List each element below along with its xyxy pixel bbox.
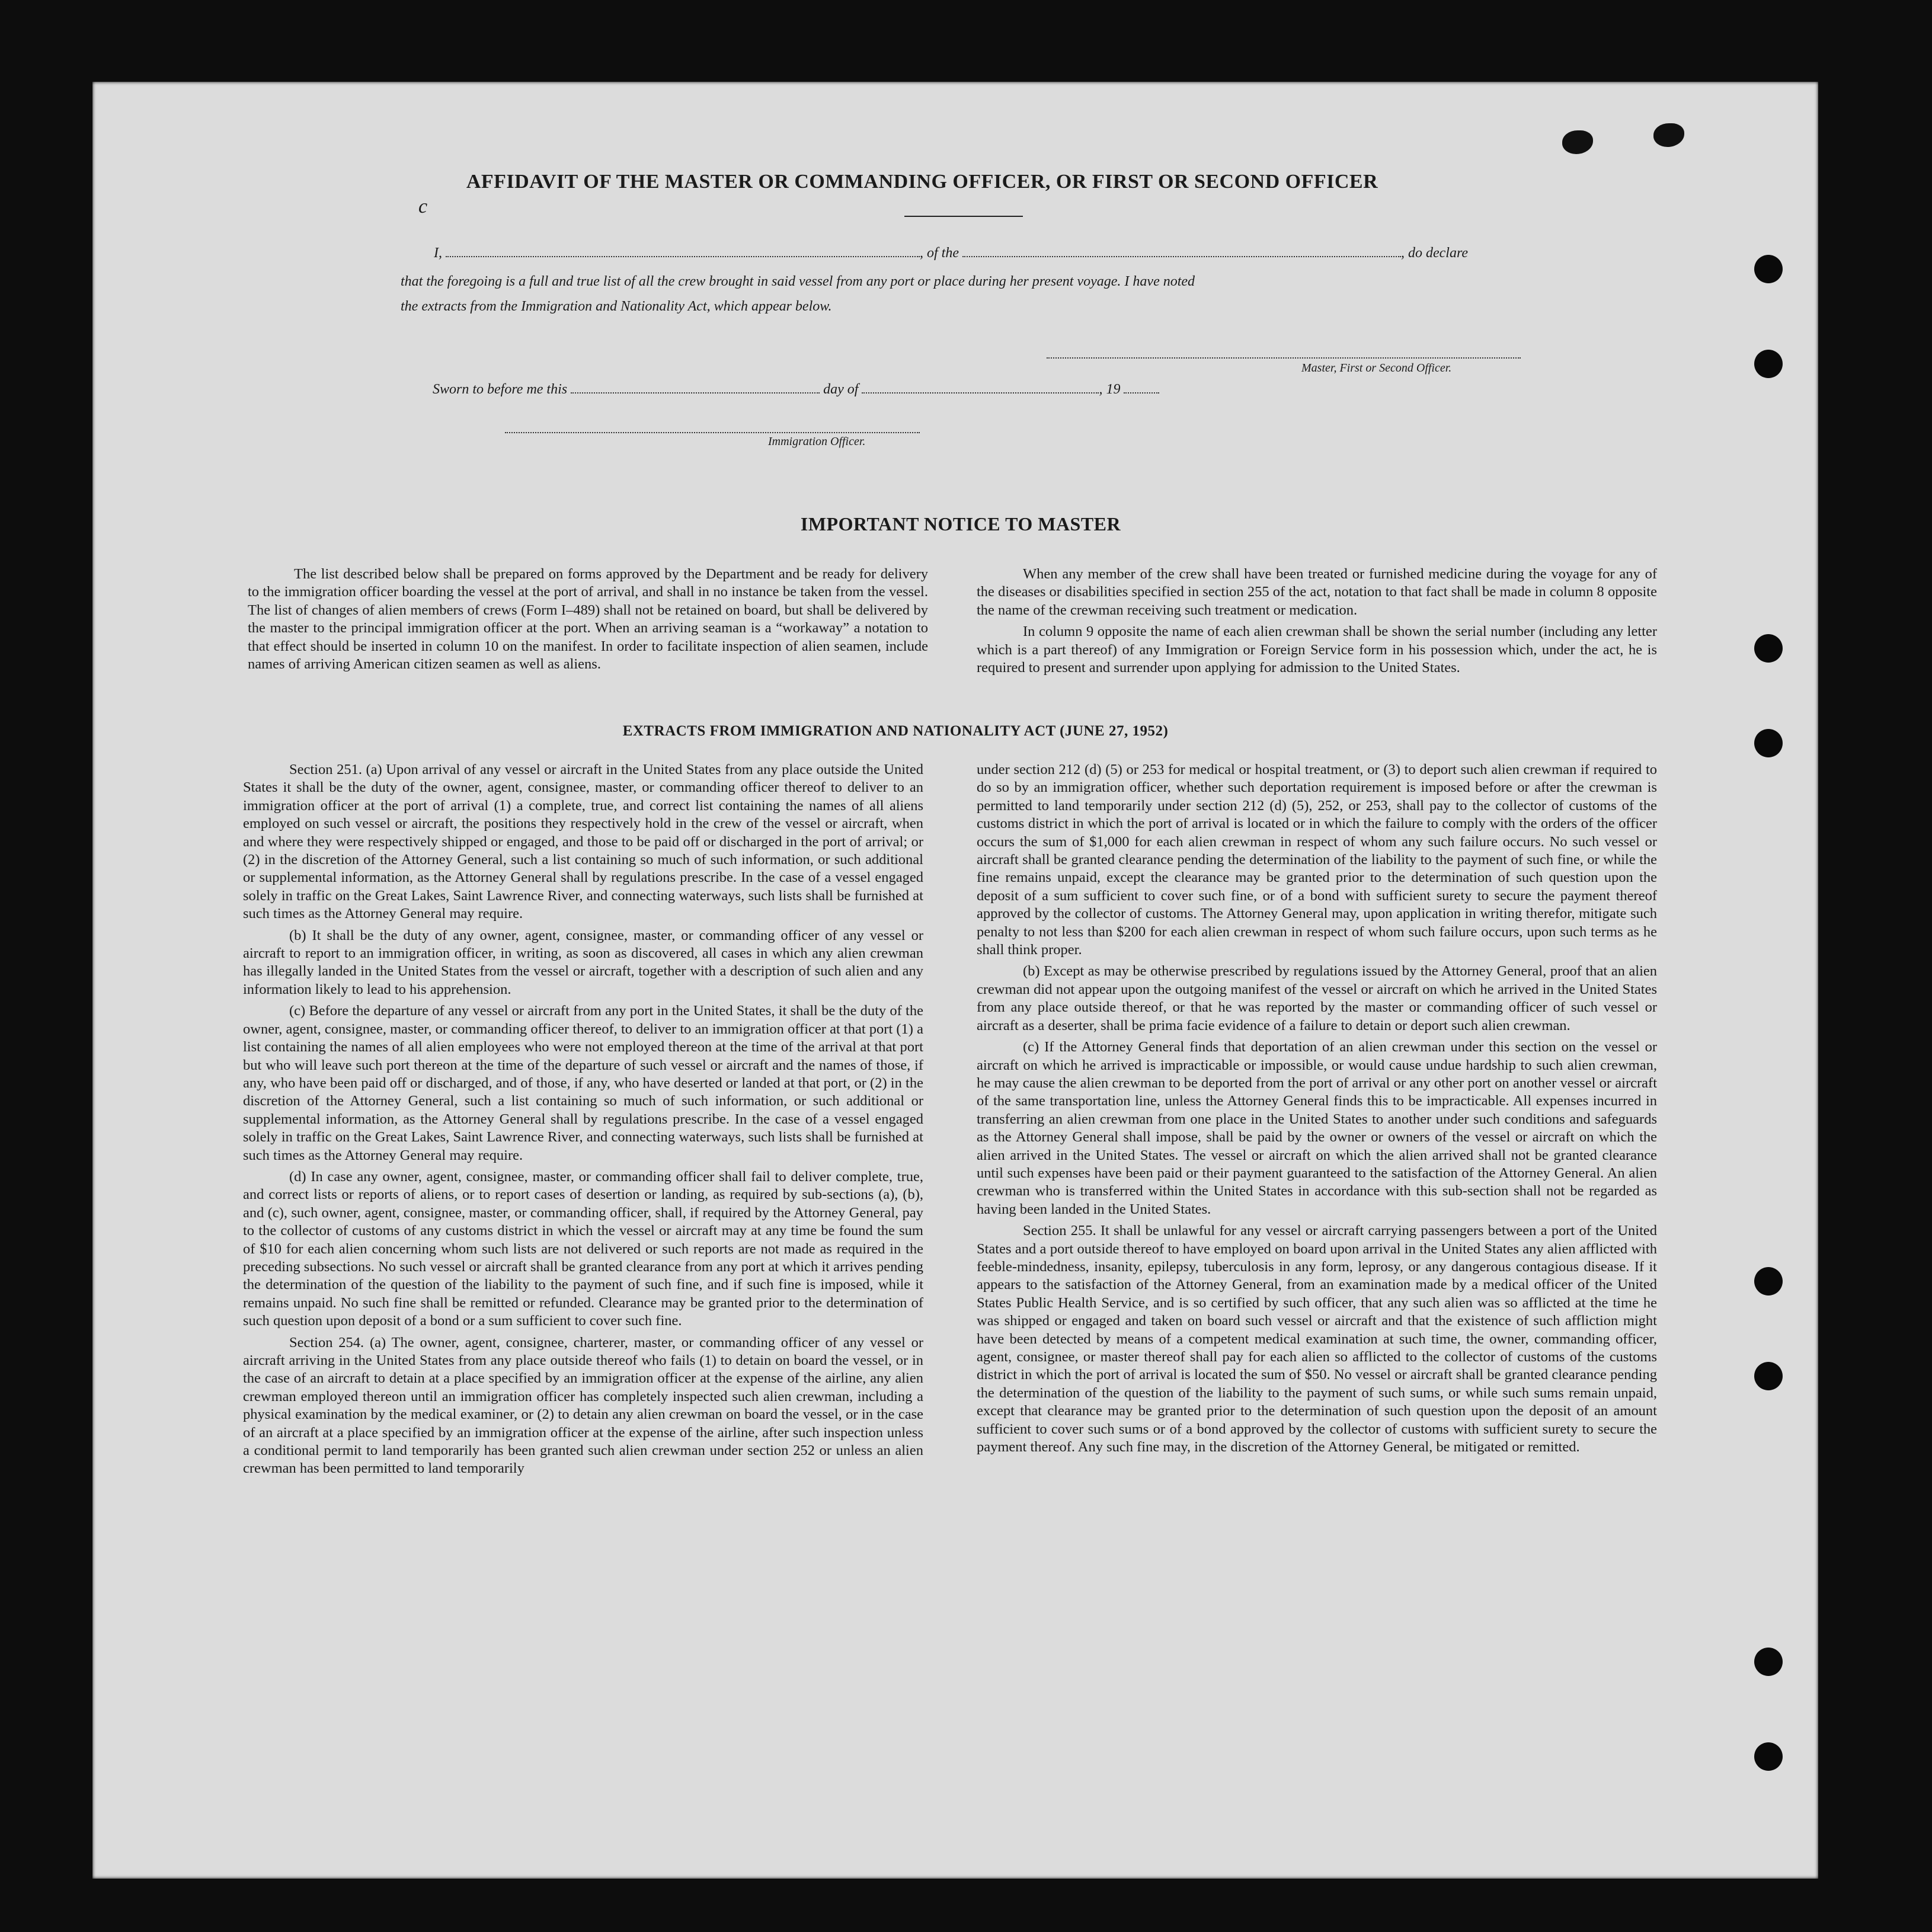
declarant-prefix: I, (434, 245, 442, 261)
extracts-right-column (977, 761, 1657, 1460)
master-signature-field[interactable] (1047, 357, 1521, 359)
binder-hole (1754, 1362, 1783, 1390)
section-255: Section 255. It shall be unlawful for any vessel or aircraft carrying passengers between a port of the United States and a port outside thereof to have employed on board upon arrival in the United States any alien afflicted with feeble-mindedness, insanity, epilepsy, tuberculosis in any form, leprosy, or any dangerous contagious disease. If it appears to the satisfaction of the Attorney General, from an examination made by a medical officer of the United States Public Health Service, and is so certified by such officer, that any such alien was so afflicted at the time he was shipped or engaged and taken on board such vessel or aircraft and that the existence of such affliction might have been detected by means of a competent medical examination at such time, the owner, commanding officer, agent, consignee, or master thereof shall pay for each alien so afflicted to the collector of customs of the customs district in which the port of arrival is located the sum of $50. No vessel or aircraft shall be granted clearance pending the determination of the question of the liability to the payment of such sums, or while such sums remain unpaid, except that clearance may be granted prior to the determination of such question upon the deposit of an amount sufficient to cover such sums or of a bond approved by the collector of customs with sufficient surety to secure the payment thereof. Any such fine may, in the discretion of the Attorney General, be mitigated or remitted. (977, 1223, 1657, 1456)
declaration-line-1 (434, 245, 1468, 261)
section-254-a-continued: under section 212 (d) (5) or 253 for medical or hospital treatment, or (3) to deport such alien crewman if required to do so by an immigration officer, whether such deportation requirement is imposed before or after the crewman is permitted to land temporarily under section 212 (d) (5), 252, or 253, shall pay to the collector of customs of the customs district in which the port of arrival is located or in which the failure to comply with the orders of the officer occurs the sum of $1,000 for each alien crewman in respect of whom any such failure occurs. No such vessel or aircraft shall be granted clearance pending the determination of the liability to the payment of such fine, or while the fine remains unpaid, except the clearance may be granted prior to the determination of such question upon the deposit of a sum sufficient to cover such fine, or of a bond with sufficient surety to secure the payment thereof approved by the collector of customs. The Attorney General may, upon application in writing therefor, mitigate such penalty to not less than $200 for each alien crewman in respect of whom such failure occurs, upon such terms as he shall think proper. (977, 762, 1657, 958)
binder-hole (1754, 729, 1783, 757)
immigration-officer-signature-field[interactable] (505, 431, 920, 433)
declaration-line-3: the extracts from the Immigration and Nationality Act, which appear below. (401, 299, 832, 314)
of-the-label: , of the (920, 245, 959, 261)
affidavit-title: AFFIDAVIT OF THE MASTER OR COMMANDING OFFICER, OR FIRST OR SECOND OFFICER (466, 171, 1378, 193)
notice-left-paragraph: The list described below shall be prepared on forms approved by the Department and be ready for delivery to the immigration officer boarding the vessel at the port of arrival, and shall in no instance be taken from the vessel. The list of changes of alien members of crews (Form I–489) shall not be retained on board, but shall be delivered by the master to the principal immigration officer at the port. When an arriving seaman is a “workaway” a notation to that effect should be inserted in column 10 on the manifest. In order to facilitate inspection of alien seamen, include names of arriving American citizen seamen as well as aliens. (248, 566, 928, 673)
binder-hole (1754, 350, 1783, 378)
do-declare-label: , do declare (1401, 245, 1469, 261)
notice-right-paragraph-2: In column 9 opposite the name of each alien crewman shall be shown the serial number (including any letter which is a part thereof) of any Immigration or Foreign Service form in his possession which, under the act, he is required to present and surrender upon applying for admission to the United States. (977, 623, 1657, 676)
binder-hole (1754, 1742, 1783, 1771)
ink-blot (1562, 130, 1593, 154)
master-signature-caption: Master, First or Second Officer. (1301, 362, 1452, 375)
year-prefix-label: , 19 (1099, 382, 1121, 397)
sworn-year-field[interactable] (1124, 392, 1159, 394)
declarant-name-field[interactable] (446, 255, 920, 257)
section-254-b: (b) Except as may be otherwise prescribed by regulations issued by the Attorney General, proof that an alien crewman did not appear upon the outgoing manifest of the vessel or aircraft on which he arrived in the United States from any place outside thereof, or that he was reported by the master or commanding officer of such vessel or aircraft as a deserter, shall be prima facie evidence of a failure to detain or deport such alien crewman. (977, 963, 1657, 1034)
section-251-d: (d) In case any owner, agent, consignee, master, or commanding officer shall fail to deliver complete, true, and correct lists or reports of aliens, or to report cases of desertion or landing, as required by sub-sections (a), (b), and (c), such owner, agent, consignee, master, or commanding officer, shall, if required by the Attorney General, pay to the collector of customs of any customs district in which the vessel or aircraft may at any time be found the sum of $10 for each alien concerning whom such lists are not delivered or such reports are not made as required in the preceding subsections. No such vessel or aircraft shall be granted clearance from any port at which it arrives pending the determination of the question of the liability to the payment of such fine, and if such fine is imposed, while it remains unpaid. No such fine shall be remitted or refunded. Clearance may be granted prior to the determination of such question upon deposit of a bond or a sum sufficient to cover such fine. (243, 1168, 923, 1329)
extracts-left-column (243, 761, 923, 1482)
sworn-line (433, 382, 1159, 398)
sworn-label: Sworn to before me this (433, 382, 568, 397)
binder-hole (1754, 1267, 1783, 1296)
section-254-c: (c) If the Attorney General finds that deportation of an alien crewman under this section on the vessel or aircraft on which he arrived is impracticable or impossible, or would cause undue hardship to such alien crewman, he may cause the alien crewman to be deported from the port of arrival or any other port on another vessel or aircraft of the same transportation line, unless the Attorney General finds this to be impracticable. All expenses incurred in transferring an alien crewman from one place in the United States to another under such conditions and safeguards as the Attorney General shall impose, shall be paid by the owner or owners of the vessel or aircraft on which the alien arrived in the United States. The vessel or aircraft on which the alien arrived shall not be granted clearance until such expenses have been paid or their payment guaranteed to the satisfaction of the Attorney General. An alien crewman who is transferred within the United States in accordance with this sub-section shall not be regarded as having been landed in the United States. (977, 1039, 1657, 1217)
declaration-line-2: that the foregoing is a full and true list of all the crew brought in said vessel from any port or place during her present voyage. I have noted (401, 274, 1195, 289)
section-251-c: (c) Before the departure of any vessel or aircraft from any port in the United States, it shall be the duty of the owner, agent, consignee, master, or commanding officer thereof, to deliver to an immigration officer at that port (1) a list containing the names of all alien employees who were not employed thereon at the time of the arrival at that port but who will leave such port thereon at the time of the departure of such vessel or aircraft and the names of those, if any, who have been paid off or discharged, and of those, if any, who have deserted or landed at that port, or (2) in the discretion of the Attorney General, such a list containing so much of such information, or such additional or supplemental information, as the Attorney General shall by regulations prescribe. In the case of a vessel engaged solely in traffic on the Great Lakes, Saint Lawrence River, and connecting waterways, such lists shall be furnished at such times as the Attorney General may require. (243, 1003, 923, 1163)
section-251-b: (b) It shall be the duty of any owner, agent, consignee, master, or commanding officer of any vessel or aircraft to report to an immigration officer, in writing, as soon as discovered, all cases in which any alien crewman has illegally landed in the United States from the vessel or aircraft, together with a description of such alien and any information likely to lead to his apprehension. (243, 927, 923, 997)
title-underline (904, 216, 1023, 217)
binder-hole (1754, 1648, 1783, 1676)
notice-left-column (248, 565, 928, 677)
sworn-day-field[interactable] (571, 392, 820, 394)
notice-right-column (977, 565, 1657, 680)
binder-hole (1754, 255, 1783, 283)
vessel-name-field[interactable] (962, 255, 1401, 257)
notice-title: IMPORTANT NOTICE TO MASTER (800, 513, 1121, 535)
extracts-title: EXTRACTS FROM IMMIGRATION AND NATIONALITY ACT (JUNE 27, 1952) (622, 723, 1169, 739)
section-254-a: Section 254. (a) The owner, agent, consignee, charterer, master, or commanding officer of any vessel or aircraft arriving in the United States from any place outside thereof who fails (1) to detain on board the vessel, or in the case of an aircraft to detain at a place specified by an immigration officer at the expense of the airline, any alien crewman employed thereon until an immigration officer has completely inspected such alien crewman, including a physical examination by the medical examiner, or (2) to detain any alien crewman on board the vessel, or in the case of an aircraft at a place specified by an immigration officer at the expense of the airline, after such inspection unless a conditional permit to land temporarily has been granted such alien crewman under section 252 or unless an alien crewman has been permitted to land temporarily (243, 1334, 923, 1477)
immigration-officer-caption: Immigration Officer. (768, 435, 866, 448)
ink-blot (1653, 123, 1684, 147)
sworn-month-field[interactable] (862, 392, 1099, 394)
form-page (92, 82, 1818, 1879)
day-of-label: day of (823, 382, 859, 397)
binder-hole (1754, 634, 1783, 663)
notice-right-paragraph-1: When any member of the crew shall have been treated or furnished medicine during the voyage for any of the diseases or disabilities specified in section 255 of the act, notation to that fact shall be made in column 8 opposite the name of the crewman receiving such treatment or medication. (977, 566, 1657, 618)
handwritten-mark: c (418, 196, 428, 217)
section-251-a: Section 251. (a) Upon arrival of any vessel or aircraft in the United States from any place outside the United States it shall be the duty of the owner, agent, consignee, master, or commanding officer thereof to deliver to an immigration officer at the port of arrival (1) a complete, true, and correct list containing the names of all aliens employed on such vessel or aircraft, the positions they respectively hold in the crew of the vessel or aircraft, when and where they were respectively shipped or engaged, and those to be paid off or discharged in the port of arrival; or (2) in the discretion of the Attorney General, such a list containing so much of such information, or such additional or supplemental information, as the Attorney General shall by regulations prescribe. In the case of a vessel engaged solely in traffic on the Great Lakes, Saint Lawrence River, and connecting waterways, such lists shall be furnished at such times as the Attorney General may require. (243, 762, 923, 922)
